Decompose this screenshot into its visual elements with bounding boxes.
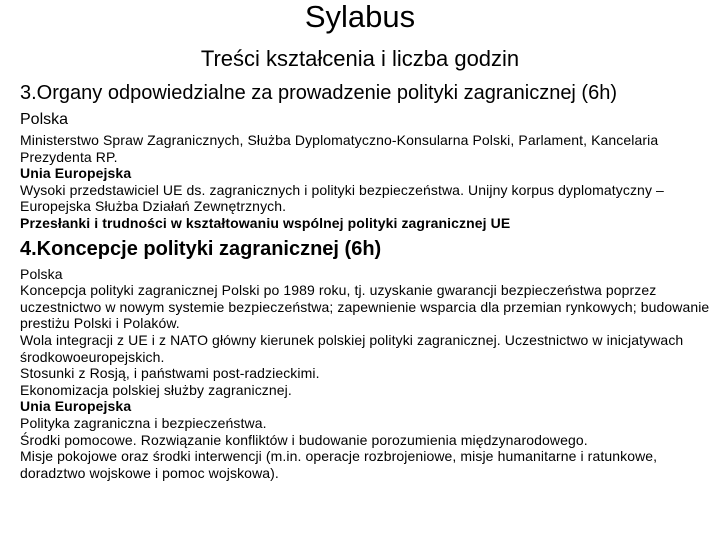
section-3-heading: 3.Organy odpowiedzialne za prowadzenie polityki zagranicznej (6h) — [20, 82, 618, 104]
section-4-p1: Koncepcja polityki zagranicznej Polski po 1989 roku, tj. uzyskanie gwarancji bezpieczeństwa poprzez uczestnictwo w nowym systemie bezpieczeństwa; zapewnienie wsparcia dla przemian rynkowych; budowanie prestiżu Polski i Polaków. — [20, 282, 710, 332]
section-4-p6: Środki pomocowe. Rozwiązanie konfliktów i budowanie porozumienia międzynarodowego. — [20, 431, 588, 448]
section-4-p4: Ekonomizacja polskiej służby zagranicznej. — [20, 381, 292, 398]
section-4-ue-label: Unia Europejska — [20, 398, 132, 415]
section-4-p5: Polityka zagraniczna i bezpieczeństwa. — [20, 414, 267, 431]
section-3-ue-text: Wysoki przedstawiciel UE ds. zagranicznych i polityki bezpieczeństwa. Unijny korpus dyplomatyczny – Europejska Służba Działań Zewnętrznych. — [20, 181, 664, 215]
section-3-ue-label: Unia Europejska — [20, 165, 132, 182]
slide-content — [20, 80, 715, 481]
section-3-polska-label: Polska — [20, 111, 69, 128]
section-4-heading: 4.Koncepcje polityki zagranicznej (6h) — [20, 237, 382, 260]
section-4-p2: Wola integracji z UE i z NATO główny kierunek polskiej polityki zagranicznej. Uczestnictwo w inicjatywach środkowoeuropejskich. — [20, 331, 684, 365]
section-3-polska-text: Ministerstwo Spraw Zagranicznych, Służba Dyplomatyczno-Konsularna Polski, Parlament, Kancelaria Prezydenta RP. — [20, 132, 659, 165]
section-4-p7: Misje pokojowe oraz środki interwencji (m.in. operacje rozbrojeniowe, misje humanitarne i ratunkowe, doradztwo wojskowe i pomoc wojskowa). — [20, 448, 658, 481]
slide-title: Sylabus — [304, 0, 416, 34]
section-4-polska-label: Polska — [20, 265, 63, 282]
section-4-p3: Stosunki z Rosją, i państwami post-radzieckimi. — [20, 365, 320, 382]
slide-subtitle: Treści kształcenia i liczba godzin — [200, 46, 520, 71]
section-3-przeslanki: Przesłanki i trudności w kształtowaniu wspólnej polityki zagranicznej UE — [20, 214, 511, 231]
